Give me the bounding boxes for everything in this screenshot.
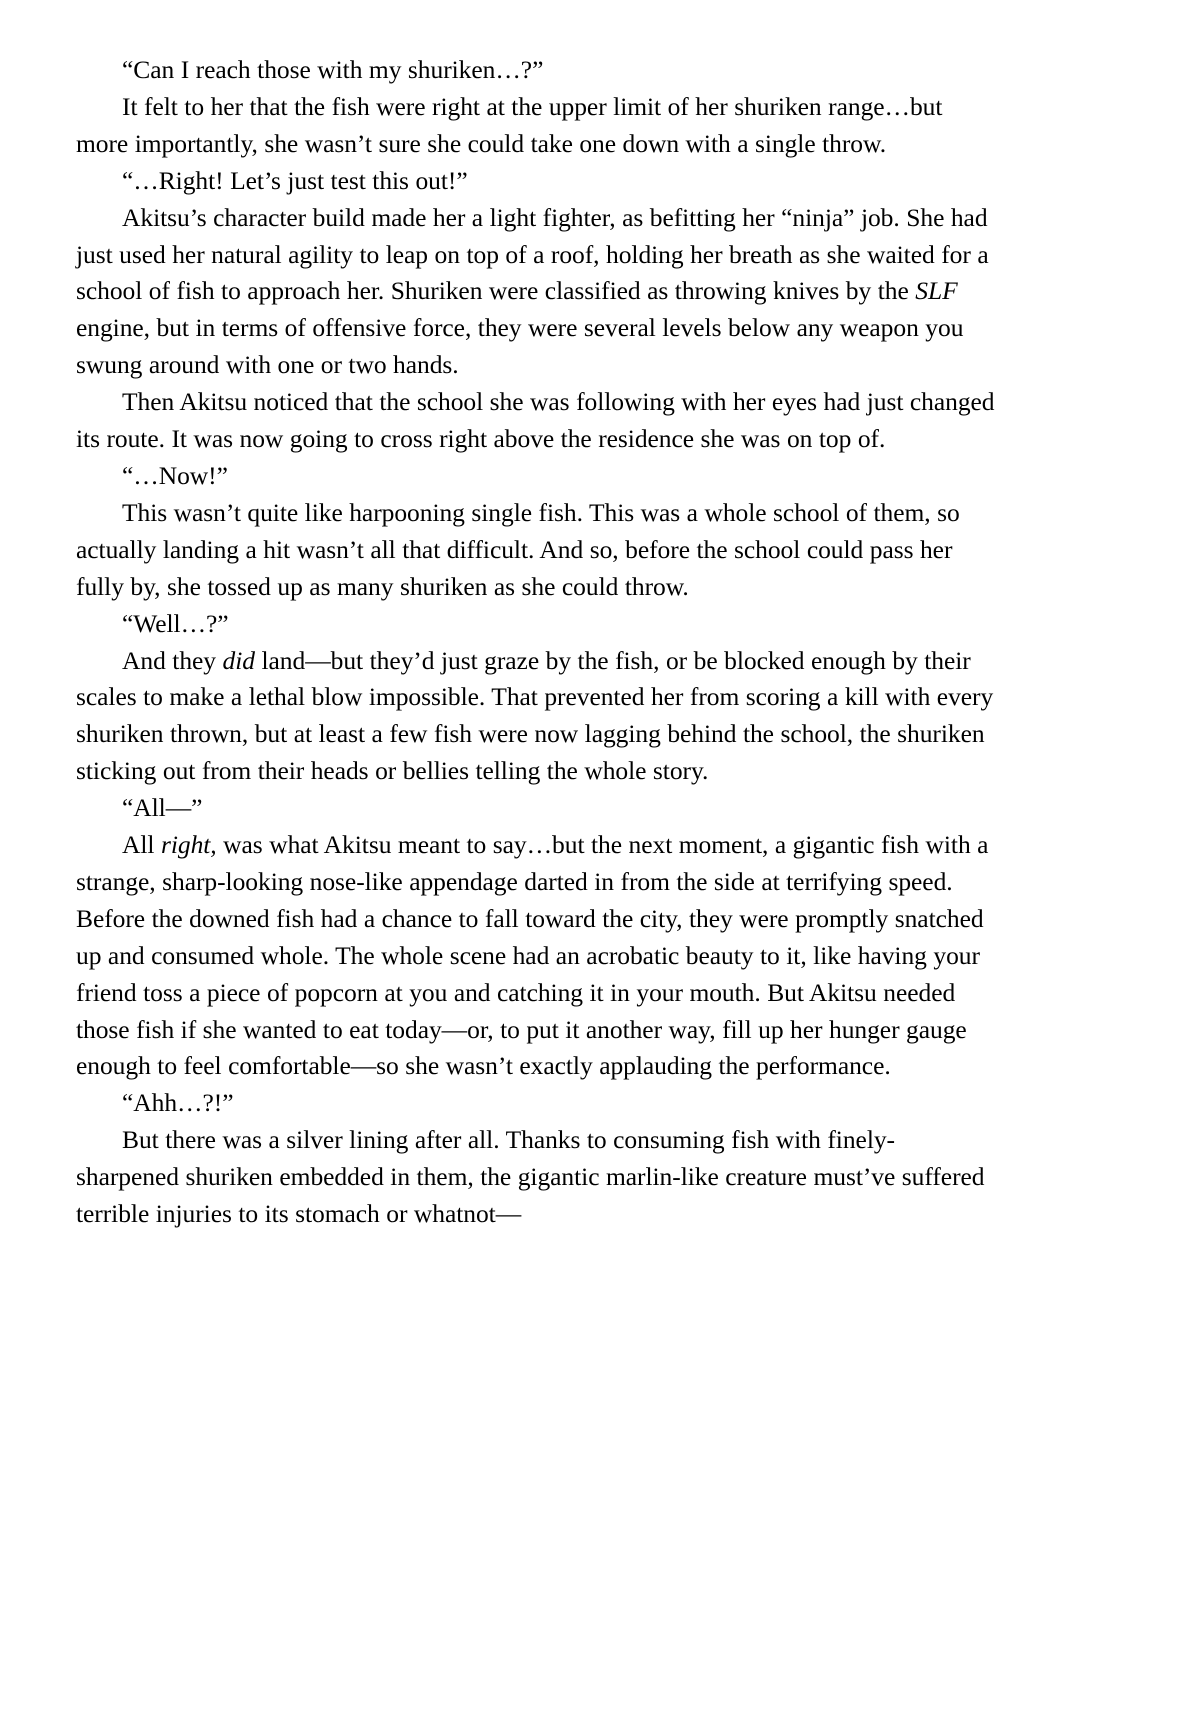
paragraph <box>76 163 996 200</box>
text-run: And they <box>122 645 223 675</box>
text-run: was what Akitsu meant to say…but the next moment, a gigantic fish with a strange, sharp-looking nose-like appendage darted in from the side at terrifying speed. Before the downed fish had a chance to fall toward the city, they were promptly snatched up and consumed whole. The whole scene had an acrobatic beauty to it, like having your friend toss a piece of popcorn at you and catching it in your mouth. But Akitsu needed those fish if she wanted to eat today—or, to put it another way, fill up her hunger gauge enough to feel comfortable—so she wasn’t exactly applauding the performance. <box>76 830 989 1081</box>
paragraph <box>76 1122 996 1233</box>
body-text-block <box>76 52 996 1233</box>
text-run: engine, but in terms of offensive force, they were several levels below any weapon you swung around with one or two hands. <box>76 313 964 380</box>
paragraph <box>76 1085 996 1122</box>
text-run: “…Right! Let’s just test this out!” <box>122 165 468 195</box>
text-run: “Ahh…?!” <box>122 1088 234 1118</box>
italic-run: SLF <box>915 276 958 306</box>
text-run: All <box>122 830 161 860</box>
text-run: land—but they’d just graze by the fish, or be blocked enough by their scales to make a lethal blow impossible. That prevented her from scoring a kill with every shuriken thrown, but at least a few fish were now lagging behind the school, the shuriken sticking out from their heads or bellies telling the whole story. <box>76 645 994 786</box>
text-run: But there was a silver lining after all. Thanks to consuming fish with finely-sharpened shuriken embedded in them, the gigantic marlin-like creature must’ve suffered terrible injuries to its stomach or whatnot— <box>76 1125 985 1229</box>
paragraph <box>76 458 996 495</box>
paragraph <box>76 827 996 1085</box>
text-run: “…Now!” <box>122 460 228 490</box>
text-run: Akitsu’s character build made her a light fighter, as befitting her “ninja” job. She had just used her natural agility to leap on top of a roof, holding her breath as she waited for a school of fish to approach her. Shuriken were classified as throwing knives by the <box>76 202 989 306</box>
paragraph <box>76 606 996 643</box>
paragraph <box>76 89 996 163</box>
text-run: Then Akitsu noticed that the school she was following with her eyes had just changed its route. It was now going to cross right above the residence she was on top of. <box>76 387 995 454</box>
text-run: It felt to her that the fish were right at the upper limit of her shuriken range…but more importantly, she wasn’t sure she could take one down with a single throw. <box>76 91 943 158</box>
text-run: “Can I reach those with my shuriken…?” <box>122 55 544 84</box>
italic-run: did <box>222 645 255 675</box>
text-run: “All—” <box>122 793 203 823</box>
paragraph <box>76 52 996 89</box>
paragraph <box>76 384 996 458</box>
paragraph <box>76 200 996 385</box>
paragraph <box>76 643 996 791</box>
text-run: This wasn’t quite like harpooning single fish. This was a whole school of them, so actually landing a hit wasn’t all that difficult. And so, before the school could pass her fully by, she tossed up as many shuriken as she could throw. <box>76 497 960 601</box>
italic-run: right, <box>160 830 217 860</box>
paragraph <box>76 790 996 827</box>
text-run: “Well…?” <box>122 608 229 638</box>
paragraph <box>76 495 996 606</box>
